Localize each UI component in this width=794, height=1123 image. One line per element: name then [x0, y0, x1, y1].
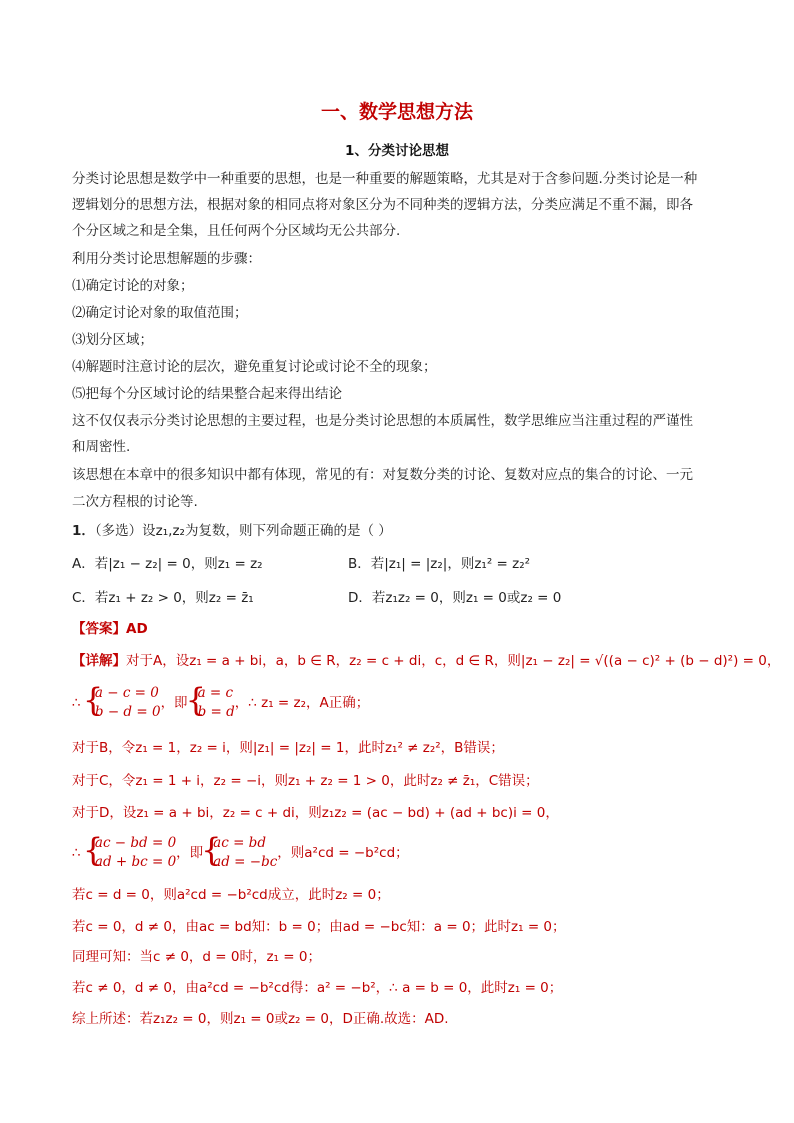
summary-paragraph-line: 和周密性. — [72, 439, 131, 455]
detail-a-text: 对于A，设z₁ = a + bi，a，b ∈ R，z₂ = c + di，c，d ∈ R，则|z₁ − z₂| = √((a − c)² + (b − d)²) = 0， — [126, 653, 781, 669]
question-number: 1． — [72, 523, 95, 539]
equation-row: b = d — [197, 704, 235, 720]
equation-system — [85, 834, 176, 872]
options-row-cd — [72, 589, 732, 607]
step-item: ⑶划分区域； — [72, 332, 153, 348]
intro-paragraph-line: 个分区域之和是全集，且任何两个分区域均无公共部分. — [72, 223, 401, 239]
answer-value: AD — [126, 621, 148, 637]
equation-row: { a = c — [197, 685, 234, 701]
option-b: B．若|z₁| = |z₂|，则z₁² = z₂² — [348, 556, 531, 572]
conclusion-text: ，则a²cd = −b²cd； — [277, 845, 409, 861]
detail-line-b: 对于B，令z₁ = 1，z₂ = i，则|z₁| = |z₂| = 1，此时z₁² ≠ z₂²，B错误； — [72, 740, 504, 756]
equation-system — [203, 834, 277, 872]
step-item: ⑸把每个分区域讨论的结果整合起来得出结论 — [72, 386, 342, 402]
option-c: C．若z₁ + z₂ > 0，则z₂ = z̄₁ — [72, 590, 254, 606]
conclusion-text: ，∴ z₁ = z₂，A正确； — [234, 695, 370, 711]
case-line: 同理可知：当c ≠ 0，d = 0时，z₁ = 0； — [72, 949, 321, 965]
equation-row: ad + bc = 0 — [94, 854, 177, 870]
step-item: ⑴确定讨论的对象； — [72, 278, 194, 294]
equation-row: { ac − bd = 0 — [94, 835, 177, 851]
intro-paragraph-line: 逻辑划分的思想方法，根据对象的相同点将对象区分为不同种类的逻辑方法，分类应满足不重不漏，即各 — [72, 197, 693, 213]
option-a: A．若|z₁ − z₂| = 0，则z₁ = z₂ — [72, 556, 263, 572]
detail-label: 【详解】 — [72, 653, 126, 669]
equation-row: { ac = bd — [213, 835, 266, 851]
context-paragraph-line: 二次方程根的讨论等. — [72, 494, 198, 510]
intro-paragraph-line: 分类讨论思想是数学中一种重要的思想，也是一种重要的解题策略，尤其是对于含参问题.分类讨论是一种 — [72, 171, 698, 187]
case-line: 若c ≠ 0，d ≠ 0，由a²cd = −b²cd得：a² = −b²，∴ a = b = 0，此时z₁ = 0； — [72, 980, 563, 996]
case-line: 若c = 0，d ≠ 0，由ac = bd知：b = 0；由ad = −bc知：a = 0；此时z₁ = 0； — [72, 919, 566, 935]
question-stem — [72, 522, 392, 540]
equation-system — [85, 684, 161, 722]
case-line: 若c = d = 0，则a²cd = −b²cd成立，此时z₂ = 0； — [72, 887, 390, 903]
question-text: （多选）设z₁,z₂为复数，则下列命题正确的是（ ） — [94, 523, 392, 539]
equation-row: ad = −bc — [213, 854, 278, 870]
steps-title: 利用分类讨论思想解题的步骤： — [72, 251, 261, 267]
step-item: ⑷解题时注意讨论的层次，避免重复讨论或讨论不全的现象； — [72, 359, 437, 375]
equation-row: { a − c = 0 — [94, 685, 159, 701]
connector-text: ，即 — [176, 845, 204, 861]
equation-row: b − d = 0 — [94, 704, 161, 720]
detail-line-a — [72, 652, 780, 670]
therefore-symbol: ∴ — [72, 845, 81, 861]
detail-line-d: 对于D，设z₁ = a + bi，z₂ = c + di，则z₁z₂ = (ac − bd) + (ad + bc)i = 0， — [72, 805, 559, 821]
answer-line — [72, 620, 148, 638]
options-row-ab — [72, 555, 732, 573]
detail-d-systems — [72, 834, 409, 876]
therefore-symbol: ∴ — [72, 695, 81, 711]
section-subtitle: 1、分类讨论思想 — [345, 143, 449, 159]
answer-label: 【答案】 — [72, 621, 126, 637]
final-conclusion: 综上所述：若z₁z₂ = 0，则z₁ = 0或z₂ = 0，D正确.故选：AD. — [72, 1011, 449, 1027]
equation-system — [188, 684, 235, 722]
detail-line-c: 对于C，令z₁ = 1 + i，z₂ = −i，则z₁ + z₂ = 1 > 0，此时z₂ ≠ z̄₁，C错误； — [72, 773, 539, 789]
connector-text: ，即 — [160, 695, 188, 711]
option-d: D．若z₁z₂ = 0，则z₁ = 0或z₂ = 0 — [348, 590, 562, 606]
step-item: ⑵确定讨论对象的取值范围； — [72, 305, 248, 321]
summary-paragraph-line: 这不仅仅表示分类讨论思想的主要过程，也是分类讨论思想的本质属性，数学思维应当注重过程的严谨性 — [72, 413, 693, 429]
section-title: 一、数学思想方法 — [320, 101, 473, 123]
detail-a-systems — [72, 684, 369, 726]
context-paragraph-line: 该思想在本章中的很多知识中都有体现，常见的有：对复数分类的讨论、复数对应点的集合的讨论、一元 — [72, 467, 693, 483]
